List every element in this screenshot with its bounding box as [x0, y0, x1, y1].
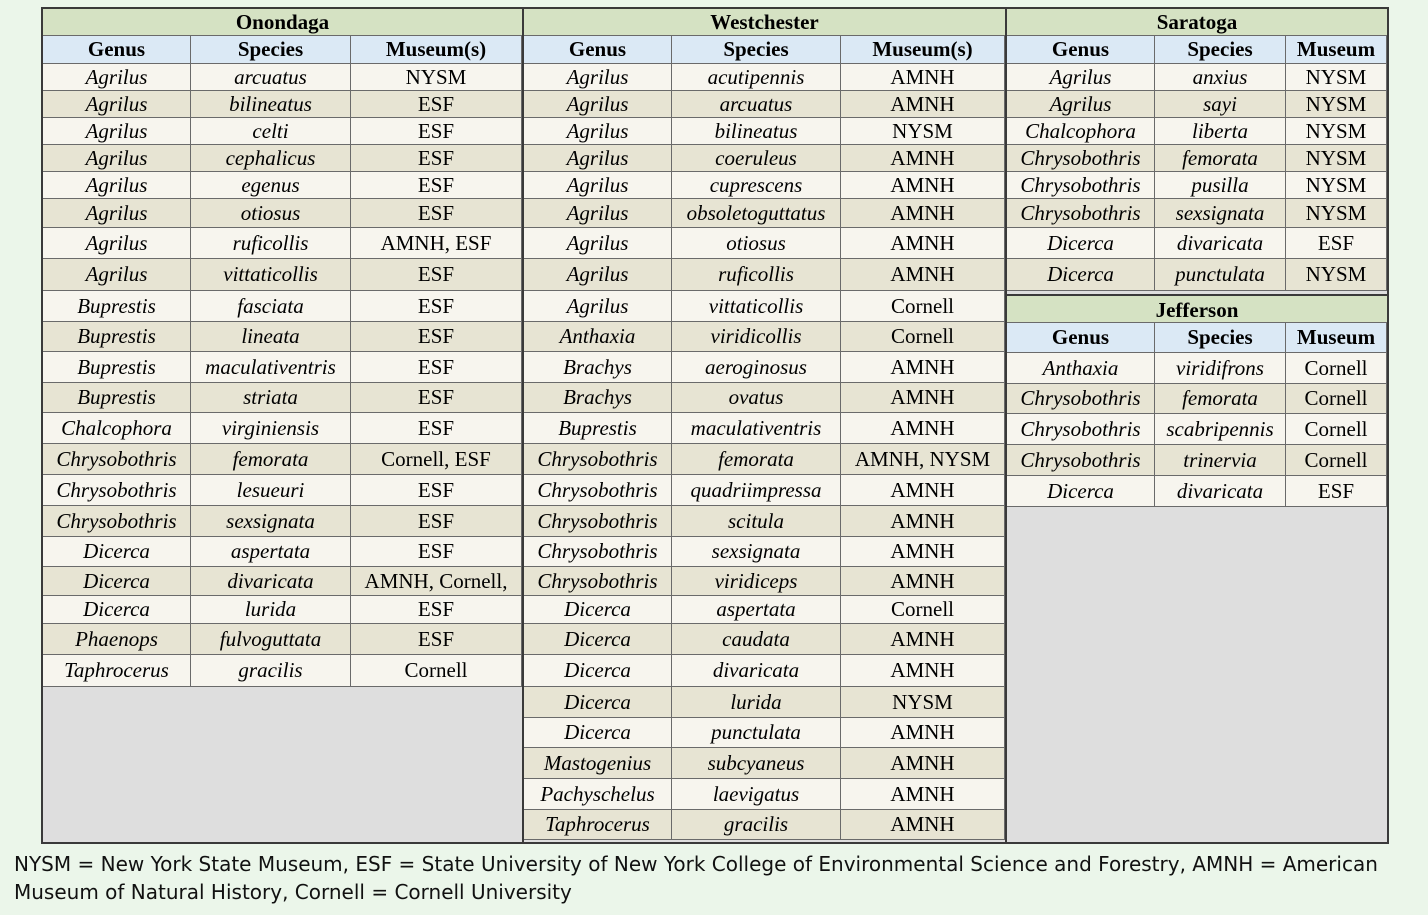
genus-cell: Anthaxia: [1007, 353, 1155, 383]
genus-cell: Agrilus: [524, 259, 672, 290]
museum-cell: ESF: [1286, 476, 1387, 506]
museum-cell: AMNH: [841, 567, 1005, 595]
museum-cell: AMNH: [841, 748, 1005, 778]
table-row: [43, 567, 522, 596]
jefferson-table: [1007, 9, 1387, 842]
museum-cell: ESF: [351, 172, 522, 198]
museum-cell: ESF: [351, 199, 522, 227]
species-table-frame: [41, 7, 1389, 844]
genus-cell: Chrysobothris: [43, 506, 191, 536]
species-cell: maculativentris: [672, 413, 841, 443]
table-row: [524, 537, 1005, 567]
museum-cell: ESF: [1286, 228, 1387, 258]
table-row: [524, 718, 1005, 748]
species-cell: obsoletoguttatus: [672, 199, 841, 227]
species-cell: sexsignata: [1155, 199, 1286, 227]
genus-cell: Agrilus: [524, 199, 672, 227]
species-cell: divaricata: [1155, 476, 1286, 506]
museum-cell: ESF: [351, 537, 522, 566]
museum-cell: ESF: [351, 475, 522, 505]
genus-cell: Agrilus: [43, 64, 191, 90]
museum-cell: AMNH: [841, 779, 1005, 809]
column-header: Species: [672, 36, 841, 63]
column-header: Genus: [43, 36, 191, 63]
museum-cell: ESF: [351, 383, 522, 412]
species-cell: caudata: [672, 624, 841, 654]
species-cell: divaricata: [1155, 228, 1286, 258]
table-row: [1007, 414, 1387, 445]
museum-cell: NYSM: [841, 118, 1005, 144]
table-row: [524, 413, 1005, 444]
museum-cell: AMNH: [841, 199, 1005, 227]
museum-cell: AMNH, Cornell,: [351, 567, 522, 595]
genus-cell: Dicerca: [524, 718, 672, 747]
museum-cell: ESF: [351, 506, 522, 536]
genus-cell: Taphrocerus: [524, 810, 672, 839]
genus-cell: Buprestis: [43, 383, 191, 412]
table-row: [43, 145, 522, 172]
table-row: [524, 91, 1005, 118]
genus-cell: Anthaxia: [524, 322, 672, 351]
species-cell: lurida: [672, 687, 841, 717]
column-header: Museum: [1286, 323, 1387, 352]
museum-cell: AMNH: [841, 259, 1005, 290]
genus-cell: Phaenops: [43, 624, 191, 654]
genus-cell: Chrysobothris: [1007, 414, 1155, 444]
species-cell: viridifrons: [1155, 353, 1286, 383]
species-cell: femorata: [191, 444, 351, 474]
genus-cell: Dicerca: [43, 567, 191, 595]
museum-cell: AMNH: [841, 506, 1005, 536]
table-row: [1007, 384, 1387, 414]
museum-cell: NYSM: [1286, 259, 1387, 290]
genus-cell: Agrilus: [524, 291, 672, 321]
museum-cell: ESF: [351, 291, 522, 321]
table-row: [1007, 445, 1387, 476]
table-row: [43, 352, 522, 383]
county-title: Jefferson: [1007, 294, 1387, 323]
table-row: [524, 352, 1005, 383]
genus-cell: Agrilus: [43, 172, 191, 198]
species-cell: trinervia: [1155, 445, 1286, 475]
museum-cell: AMNH: [841, 537, 1005, 566]
abbreviation-footnote: NYSM = New York State Museum, ESF = State University of New York College of Environmental Science and Forestry, AMNH = American Museum of Natural History, Cornell = Cornell University: [14, 852, 1378, 904]
table-row: [524, 624, 1005, 655]
species-cell: fasciata: [191, 291, 351, 321]
museum-cell: ESF: [351, 91, 522, 117]
genus-cell: Dicerca: [1007, 476, 1155, 506]
species-cell: fulvoguttata: [191, 624, 351, 654]
species-cell: scitula: [672, 506, 841, 536]
species-cell: ruficollis: [672, 259, 841, 290]
genus-cell: Brachys: [524, 352, 672, 382]
table-row: [43, 383, 522, 413]
table-body: [524, 64, 1005, 840]
genus-cell: Buprestis: [524, 413, 672, 443]
museum-cell: Cornell: [841, 322, 1005, 351]
museum-cell: ESF: [351, 352, 522, 382]
genus-cell: Chrysobothris: [43, 444, 191, 474]
table-row: [43, 64, 522, 91]
table-row: [43, 291, 522, 322]
table-row: [43, 655, 522, 687]
museum-cell: AMNH, ESF: [351, 228, 522, 258]
museum-cell: Cornell: [1286, 353, 1387, 383]
table-row: [43, 118, 522, 145]
species-cell: anxius: [1155, 64, 1286, 90]
genus-cell: Agrilus: [43, 91, 191, 117]
table-row: [524, 779, 1005, 810]
column-header: Species: [1155, 323, 1286, 352]
genus-cell: Chrysobothris: [524, 537, 672, 566]
table-row: [43, 413, 522, 444]
genus-cell: Chrysobothris: [1007, 445, 1155, 475]
table-row: [1007, 353, 1387, 384]
museum-cell: NYSM: [351, 64, 522, 90]
column-header: Museum(s): [841, 36, 1005, 63]
table-row: [524, 655, 1005, 687]
museum-cell: Cornell: [1286, 414, 1387, 444]
table-row: [43, 624, 522, 655]
museum-cell: AMNH, NYSM: [841, 444, 1005, 474]
table-row: [43, 172, 522, 199]
species-cell: femorata: [1155, 145, 1286, 171]
museum-cell: AMNH: [841, 655, 1005, 686]
genus-cell: Chrysobothris: [1007, 199, 1155, 227]
species-cell: punctulata: [672, 718, 841, 747]
genus-cell: Mastogenius: [524, 748, 672, 778]
table-row: [524, 506, 1005, 537]
genus-cell: Agrilus: [524, 118, 672, 144]
species-cell: ovatus: [672, 383, 841, 412]
species-cell: punctulata: [1155, 259, 1286, 290]
table-row: [43, 444, 522, 475]
genus-cell: Dicerca: [524, 687, 672, 717]
table-row: [524, 172, 1005, 199]
species-cell: divaricata: [191, 567, 351, 595]
table-row: [43, 259, 522, 291]
museum-cell: AMNH: [841, 172, 1005, 198]
species-cell: lineata: [191, 322, 351, 351]
museum-cell: AMNH: [841, 228, 1005, 258]
table-row: [43, 537, 522, 567]
table-row: [524, 322, 1005, 352]
museum-cell: NYSM: [1286, 199, 1387, 227]
header-row: [524, 36, 1005, 64]
table-row: [524, 475, 1005, 506]
species-cell: egenus: [191, 172, 351, 198]
species-cell: cuprescens: [672, 172, 841, 198]
museum-cell: NYSM: [1286, 118, 1387, 144]
header-row: [1007, 323, 1387, 353]
westchester-table: [524, 9, 1005, 842]
museum-cell: ESF: [351, 413, 522, 443]
species-cell: coeruleus: [672, 145, 841, 171]
genus-cell: Agrilus: [43, 199, 191, 227]
genus-cell: Dicerca: [1007, 228, 1155, 258]
column-header: Genus: [1007, 36, 1155, 63]
genus-cell: Agrilus: [524, 64, 672, 90]
genus-cell: Dicerca: [524, 624, 672, 654]
genus-cell: Chrysobothris: [524, 506, 672, 536]
species-cell: virginiensis: [191, 413, 351, 443]
column-header: Species: [1155, 36, 1286, 63]
table-row: [524, 444, 1005, 475]
species-cell: aspertata: [191, 537, 351, 566]
species-cell: sexsignata: [672, 537, 841, 566]
species-cell: viridiceps: [672, 567, 841, 595]
museum-cell: AMNH: [841, 64, 1005, 90]
table-row: [524, 64, 1005, 91]
genus-cell: Agrilus: [524, 145, 672, 171]
genus-cell: Dicerca: [43, 596, 191, 623]
species-cell: lesueuri: [191, 475, 351, 505]
species-cell: sayi: [1155, 91, 1286, 117]
column-header: Museum(s): [351, 36, 522, 63]
species-cell: ruficollis: [191, 228, 351, 258]
species-cell: liberta: [1155, 118, 1286, 144]
species-cell: femorata: [1155, 384, 1286, 413]
species-cell: gracilis: [191, 655, 351, 686]
table-row: [43, 596, 522, 624]
table-row: [524, 199, 1005, 228]
table-row: [43, 322, 522, 352]
column-header: Museum: [1286, 36, 1387, 63]
county-title: Saratoga: [1007, 9, 1387, 36]
species-cell: lurida: [191, 596, 351, 623]
species-cell: pusilla: [1155, 172, 1286, 198]
genus-cell: Chrysobothris: [43, 475, 191, 505]
column-header: Genus: [524, 36, 672, 63]
table-row: [43, 475, 522, 506]
species-cell: striata: [191, 383, 351, 412]
museum-cell: AMNH: [841, 413, 1005, 443]
museum-cell: Cornell: [351, 655, 522, 686]
genus-cell: Agrilus: [43, 118, 191, 144]
museum-cell: NYSM: [841, 687, 1005, 717]
museum-cell: Cornell: [841, 596, 1005, 623]
table-row: [524, 118, 1005, 145]
table-row: [524, 291, 1005, 322]
species-cell: vittaticollis: [191, 259, 351, 290]
genus-cell: Agrilus: [43, 228, 191, 258]
header-row: [43, 36, 522, 64]
museum-cell: AMNH: [841, 718, 1005, 747]
museum-cell: AMNH: [841, 810, 1005, 839]
table-row: [43, 228, 522, 259]
museum-cell: NYSM: [1286, 172, 1387, 198]
species-cell: sexsignata: [191, 506, 351, 536]
table-row: [43, 199, 522, 228]
county-title: Westchester: [524, 9, 1005, 36]
table-body: [1007, 353, 1387, 507]
table-row: [524, 383, 1005, 413]
genus-cell: Chrysobothris: [524, 475, 672, 505]
species-cell: femorata: [672, 444, 841, 474]
genus-cell: Chrysobothris: [1007, 145, 1155, 171]
species-cell: arcuatus: [191, 64, 351, 90]
genus-cell: Agrilus: [1007, 91, 1155, 117]
table-row: [43, 91, 522, 118]
genus-cell: Pachyschelus: [524, 779, 672, 809]
species-cell: acutipennis: [672, 64, 841, 90]
genus-cell: Chrysobothris: [524, 444, 672, 474]
museum-cell: AMNH: [841, 383, 1005, 412]
table-row: [524, 687, 1005, 718]
genus-cell: Dicerca: [524, 596, 672, 623]
table-row: [524, 748, 1005, 779]
species-cell: celti: [191, 118, 351, 144]
museum-cell: ESF: [351, 596, 522, 623]
genus-cell: Agrilus: [524, 91, 672, 117]
museum-cell: ESF: [351, 145, 522, 171]
museum-cell: Cornell: [1286, 384, 1387, 413]
genus-cell: Agrilus: [43, 145, 191, 171]
species-cell: quadriimpressa: [672, 475, 841, 505]
museum-cell: AMNH: [841, 145, 1005, 171]
species-cell: arcuatus: [672, 91, 841, 117]
museum-cell: NYSM: [1286, 91, 1387, 117]
table-row: [524, 259, 1005, 291]
species-cell: cephalicus: [191, 145, 351, 171]
museum-cell: AMNH: [841, 352, 1005, 382]
column-header: Genus: [1007, 323, 1155, 352]
museum-cell: AMNH: [841, 624, 1005, 654]
genus-cell: Buprestis: [43, 322, 191, 351]
species-cell: scabripennis: [1155, 414, 1286, 444]
genus-cell: Chalcophora: [43, 413, 191, 443]
museum-cell: NYSM: [1286, 145, 1387, 171]
museum-cell: Cornell: [1286, 445, 1387, 475]
table-row: [1007, 476, 1387, 507]
museum-cell: ESF: [351, 624, 522, 654]
museum-cell: Cornell, ESF: [351, 444, 522, 474]
museum-cell: NYSM: [1286, 64, 1387, 90]
table-row: [524, 810, 1005, 840]
species-cell: aeroginosus: [672, 352, 841, 382]
museum-cell: Cornell: [841, 291, 1005, 321]
genus-cell: Agrilus: [1007, 64, 1155, 90]
genus-cell: Dicerca: [43, 537, 191, 566]
genus-cell: Buprestis: [43, 291, 191, 321]
species-cell: bilineatus: [191, 91, 351, 117]
genus-cell: Buprestis: [43, 352, 191, 382]
species-cell: viridicollis: [672, 322, 841, 351]
museum-cell: ESF: [351, 322, 522, 351]
museum-cell: ESF: [351, 118, 522, 144]
species-cell: laevigatus: [672, 779, 841, 809]
species-cell: gracilis: [672, 810, 841, 839]
genus-cell: Agrilus: [43, 259, 191, 290]
county-title: Onondaga: [43, 9, 522, 36]
museum-cell: AMNH: [841, 475, 1005, 505]
species-cell: vittaticollis: [672, 291, 841, 321]
column-header: Species: [191, 36, 351, 63]
onondaga-table: [43, 9, 522, 842]
species-cell: subcyaneus: [672, 748, 841, 778]
genus-cell: Brachys: [524, 383, 672, 412]
table-row: [524, 567, 1005, 596]
genus-cell: Dicerca: [524, 655, 672, 686]
table-row: [524, 596, 1005, 624]
table-row: [524, 145, 1005, 172]
genus-cell: Agrilus: [524, 228, 672, 258]
genus-cell: Agrilus: [524, 172, 672, 198]
species-cell: aspertata: [672, 596, 841, 623]
table-row: [43, 506, 522, 537]
genus-cell: Chalcophora: [1007, 118, 1155, 144]
species-cell: otiosus: [672, 228, 841, 258]
museum-cell: ESF: [351, 259, 522, 290]
genus-cell: Chrysobothris: [1007, 172, 1155, 198]
species-cell: otiosus: [191, 199, 351, 227]
genus-cell: Chrysobothris: [524, 567, 672, 595]
species-cell: divaricata: [672, 655, 841, 686]
species-cell: maculativentris: [191, 352, 351, 382]
genus-cell: Dicerca: [1007, 259, 1155, 290]
table-body: [43, 64, 522, 687]
genus-cell: Taphrocerus: [43, 655, 191, 686]
species-cell: bilineatus: [672, 118, 841, 144]
genus-cell: Chrysobothris: [1007, 384, 1155, 413]
museum-cell: AMNH: [841, 91, 1005, 117]
table-row: [524, 228, 1005, 259]
